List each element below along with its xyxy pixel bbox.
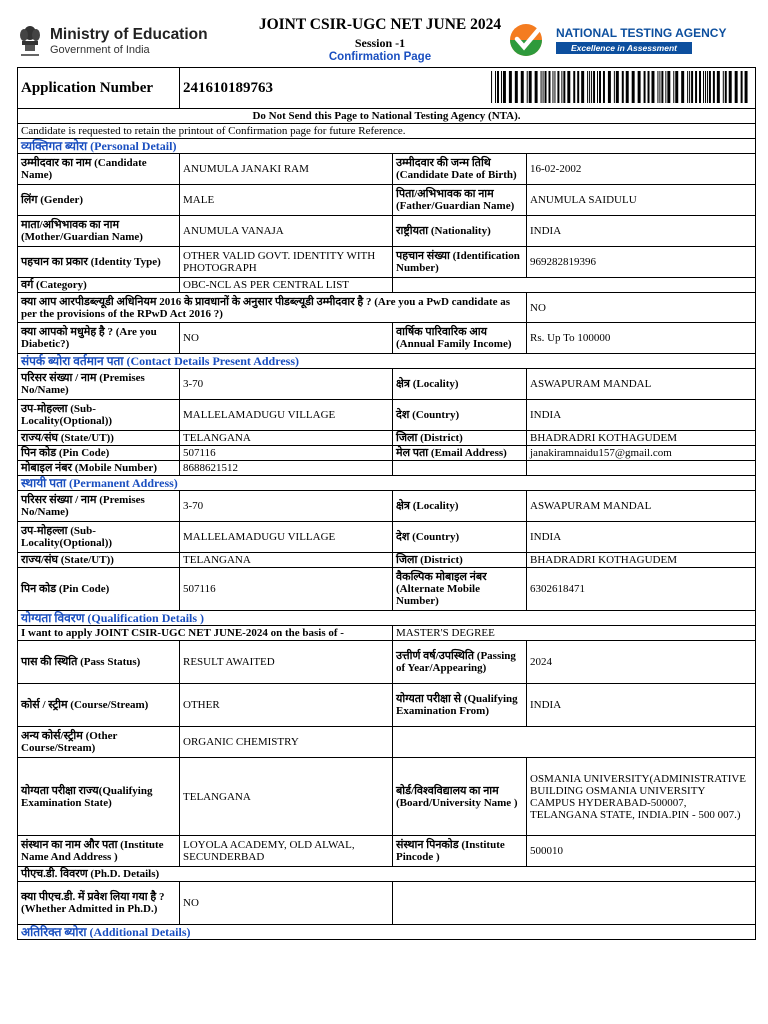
section-permanent	[18, 476, 756, 491]
field-value: OTHER	[180, 684, 393, 727]
field-label: पास की स्थिति (Pass Status)	[18, 641, 180, 684]
field-label: परिसर संख्या / नाम (Premises No/Name)	[18, 491, 180, 522]
field-value: MALLELAMADUGU VILLAGE	[180, 400, 393, 431]
field-label: देश (Country)	[393, 400, 527, 431]
field-value: ANUMULA SAIDULU	[527, 185, 756, 216]
field-value: MALE	[180, 185, 393, 216]
application-number: 241610189763	[180, 68, 393, 109]
field-value: MASTER'S DEGREE	[393, 626, 756, 641]
table-row	[18, 185, 756, 216]
field-label: क्या पीएच.डी. में प्रवेश लिया गया है ? (Whether Admitted in Ph.D.)	[18, 882, 180, 925]
field-value: OBC-NCL AS PER CENTRAL LIST	[180, 278, 393, 293]
table-row	[18, 247, 756, 278]
confirmation-table	[17, 67, 756, 940]
table-row	[18, 400, 756, 431]
field-label: उम्मीदवार की जन्म तिथि (Candidate Date of Birth)	[393, 154, 527, 185]
field-label: राज्य/संघ (State/UT))	[18, 431, 180, 446]
nta-logo-icon	[506, 22, 548, 58]
application-number-label: Application Number	[18, 68, 180, 109]
field-label: पिता/अभिभावक का नाम (Father/Guardian Name)	[393, 185, 527, 216]
field-label: पिन कोड (Pin Code)	[18, 568, 180, 611]
empty-cell	[393, 278, 756, 293]
nta-logo-block	[506, 20, 756, 58]
field-value: INDIA	[527, 400, 756, 431]
table-row	[18, 369, 756, 400]
field-value: RESULT AWAITED	[180, 641, 393, 684]
field-label: राज्य/संघ (State/UT))	[18, 553, 180, 568]
barcode	[396, 71, 753, 103]
field-value: 6302618471	[527, 568, 756, 611]
field-label: देश (Country)	[393, 522, 527, 553]
table-row	[18, 431, 756, 446]
table-row	[18, 727, 756, 758]
field-value: 2024	[527, 641, 756, 684]
field-label: माता/अभिभावक का नाम (Mother/Guardian Name)	[18, 216, 180, 247]
field-label: लिंग (Gender)	[18, 185, 180, 216]
field-value: 507116	[180, 446, 393, 461]
field-label: उत्तीर्ण वर्ष/उपस्थिति (Passing of Year/Appearing)	[393, 641, 527, 684]
field-label: कोर्स / स्ट्रीम (Course/Stream)	[18, 684, 180, 727]
field-label: मोबाइल नंबर (Mobile Number)	[18, 461, 180, 476]
session-label: Session -1	[354, 36, 406, 50]
empty-cell	[393, 882, 756, 925]
section-qualification	[18, 611, 756, 626]
table-row	[18, 278, 756, 293]
exam-title-block	[220, 16, 540, 63]
field-value: ANUMULA JANAKI RAM	[180, 154, 393, 185]
field-value: INDIA	[527, 522, 756, 553]
field-value: Rs. Up To 100000	[527, 323, 756, 354]
field-value: 3-70	[180, 369, 393, 400]
field-label: वैकल्पिक मोबाइल नंबर (Alternate Mobile Number)	[393, 568, 527, 611]
field-value: INDIA	[527, 216, 756, 247]
field-label: वार्षिक पारिवारिक आय (Annual Family Income)	[393, 323, 527, 354]
national-emblem-icon	[16, 24, 44, 60]
table-row	[18, 293, 756, 323]
table-row	[18, 641, 756, 684]
field-label: योग्यता परीक्षा राज्य(Qualifying Examination State)	[18, 758, 180, 836]
field-value: TELANGANA	[180, 758, 393, 836]
page-type-label: Confirmation Page	[328, 51, 432, 63]
table-row	[18, 491, 756, 522]
field-value: 969282819396	[527, 247, 756, 278]
field-value: ASWAPURAM MANDAL	[527, 491, 756, 522]
field-value: MALLELAMADUGU VILLAGE	[180, 522, 393, 553]
section-heading: संपर्क ब्योरा वर्तमान पता (Contact Details Present Address)	[18, 354, 756, 369]
ministry-logo-block	[16, 24, 216, 60]
table-row	[18, 867, 756, 882]
empty-cell	[527, 461, 756, 476]
field-label: संस्थान पिनकोड (Institute Pincode )	[393, 836, 527, 867]
field-label: मेल पता (Email Address)	[393, 446, 527, 461]
field-label: क्षेत्र (Locality)	[393, 491, 527, 522]
page-header	[0, 0, 768, 66]
exam-title: JOINT CSIR-UGC NET JUNE 2024	[258, 16, 502, 33]
field-label: योग्यता परीक्षा से (Qualifying Examination From)	[393, 684, 527, 727]
empty-cell	[393, 727, 756, 758]
field-label: उम्मीदवार का नाम (Candidate Name)	[18, 154, 180, 185]
field-value: OTHER VALID GOVT. IDENTITY WITH PHOTOGRAPH	[180, 247, 393, 278]
field-value: NO	[180, 323, 393, 354]
table-row	[18, 882, 756, 925]
section-contact	[18, 354, 756, 369]
field-value: INDIA	[527, 684, 756, 727]
notice-text: Do Not Send this Page to National Testing Agency (NTA).	[18, 109, 756, 124]
section-heading: व्यक्तिगत ब्योरा (Personal Detail)	[18, 139, 756, 154]
field-label: राष्ट्रीयता (Nationality)	[393, 216, 527, 247]
table-row	[18, 461, 756, 476]
field-label: जिला (District)	[393, 553, 527, 568]
field-value: 8688621512	[180, 461, 393, 476]
field-value: ORGANIC CHEMISTRY	[180, 727, 393, 758]
field-value: BHADRADRI KOTHAGUDEM	[527, 431, 756, 446]
empty-cell	[393, 461, 527, 476]
field-value: BHADRADRI KOTHAGUDEM	[527, 553, 756, 568]
table-row	[18, 758, 756, 836]
table-row	[18, 568, 756, 611]
field-label: क्षेत्र (Locality)	[393, 369, 527, 400]
barcode-cell	[393, 68, 756, 109]
field-value: LOYOLA ACADEMY, OLD ALWAL, SECUNDERBAD	[180, 836, 393, 867]
section-heading: अतिरिक्त ब्योरा (Additional Details)	[18, 925, 756, 940]
field-value: ASWAPURAM MANDAL	[527, 369, 756, 400]
section-heading: योग्यता विवरण (Qualification Details )	[18, 611, 756, 626]
table-row	[18, 626, 756, 641]
field-label: पहचान संख्या (Identification Number)	[393, 247, 527, 278]
field-value: janakiramnaidu157@gmail.com	[527, 446, 756, 461]
table-row	[18, 323, 756, 354]
field-value: NO	[527, 293, 756, 323]
section-heading: स्थायी पता (Permanent Address)	[18, 476, 756, 491]
field-label: पहचान का प्रकार (Identity Type)	[18, 247, 180, 278]
field-value: TELANGANA	[180, 553, 393, 568]
section-additional	[18, 925, 756, 940]
table-row	[18, 684, 756, 727]
retain-note-text: Candidate is requested to retain the printout of Confirmation page for future Reference.	[18, 124, 756, 139]
field-label: क्या आप आरपीडब्ल्यूडी अधिनियम 2016 के प्रावधानों के अनुसार पीडब्ल्यूडी उम्मीदवार है ? (Are you a PwD candidate as per the provisions of the RPwD Act 2016 ?)	[18, 293, 527, 323]
nta-name: NATIONAL TESTING AGENCY	[556, 26, 727, 40]
notice-row	[18, 109, 756, 124]
field-value: NO	[180, 882, 393, 925]
table-row	[18, 553, 756, 568]
ministry-subtitle: Government of India	[50, 44, 150, 56]
field-value: 3-70	[180, 491, 393, 522]
retain-note-row	[18, 124, 756, 139]
field-value: OSMANIA UNIVERSITY(ADMINISTRATIVE BUILDING OSMANIA UNIVERSITY CAMPUS HYDERABAD-500007, TELANGANA STATE, INDIA.PIN - 500 007.)	[527, 758, 756, 836]
table-row	[18, 216, 756, 247]
field-label: जिला (District)	[393, 431, 527, 446]
field-value: ANUMULA VANAJA	[180, 216, 393, 247]
field-label: वर्ग (Category)	[18, 278, 180, 293]
table-row	[18, 836, 756, 867]
field-value: 500010	[527, 836, 756, 867]
field-label: क्या आपको मधुमेह है ? (Are you Diabetic?)	[18, 323, 180, 354]
field-label: अन्य कोर्स/स्ट्रीम (Other Course/Stream)	[18, 727, 180, 758]
table-row	[18, 522, 756, 553]
field-label: बोर्ड/विश्वविद्यालय का नाम (Board/University Name )	[393, 758, 527, 836]
table-row	[18, 154, 756, 185]
field-label: पिन कोड (Pin Code)	[18, 446, 180, 461]
field-label: उप-मोहल्ला (Sub-Locality(Optional))	[18, 400, 180, 431]
field-label: उप-मोहल्ला (Sub-Locality(Optional))	[18, 522, 180, 553]
field-label: I want to apply JOINT CSIR-UGC NET JUNE-2024 on the basis of -	[18, 626, 393, 641]
field-value: 507116	[180, 568, 393, 611]
phd-heading: पीएच.डी. विवरण (Ph.D. Details)	[18, 867, 756, 882]
table-row	[18, 446, 756, 461]
field-label: परिसर संख्या / नाम (Premises No/Name)	[18, 369, 180, 400]
field-value: 16-02-2002	[527, 154, 756, 185]
nta-tagline: Excellence in Assessment	[556, 42, 692, 54]
application-number-row	[18, 68, 756, 109]
section-personal	[18, 139, 756, 154]
ministry-title: Ministry of Education	[50, 26, 208, 43]
field-value: TELANGANA	[180, 431, 393, 446]
field-label: संस्थान का नाम और पता (Institute Name And Address )	[18, 836, 180, 867]
